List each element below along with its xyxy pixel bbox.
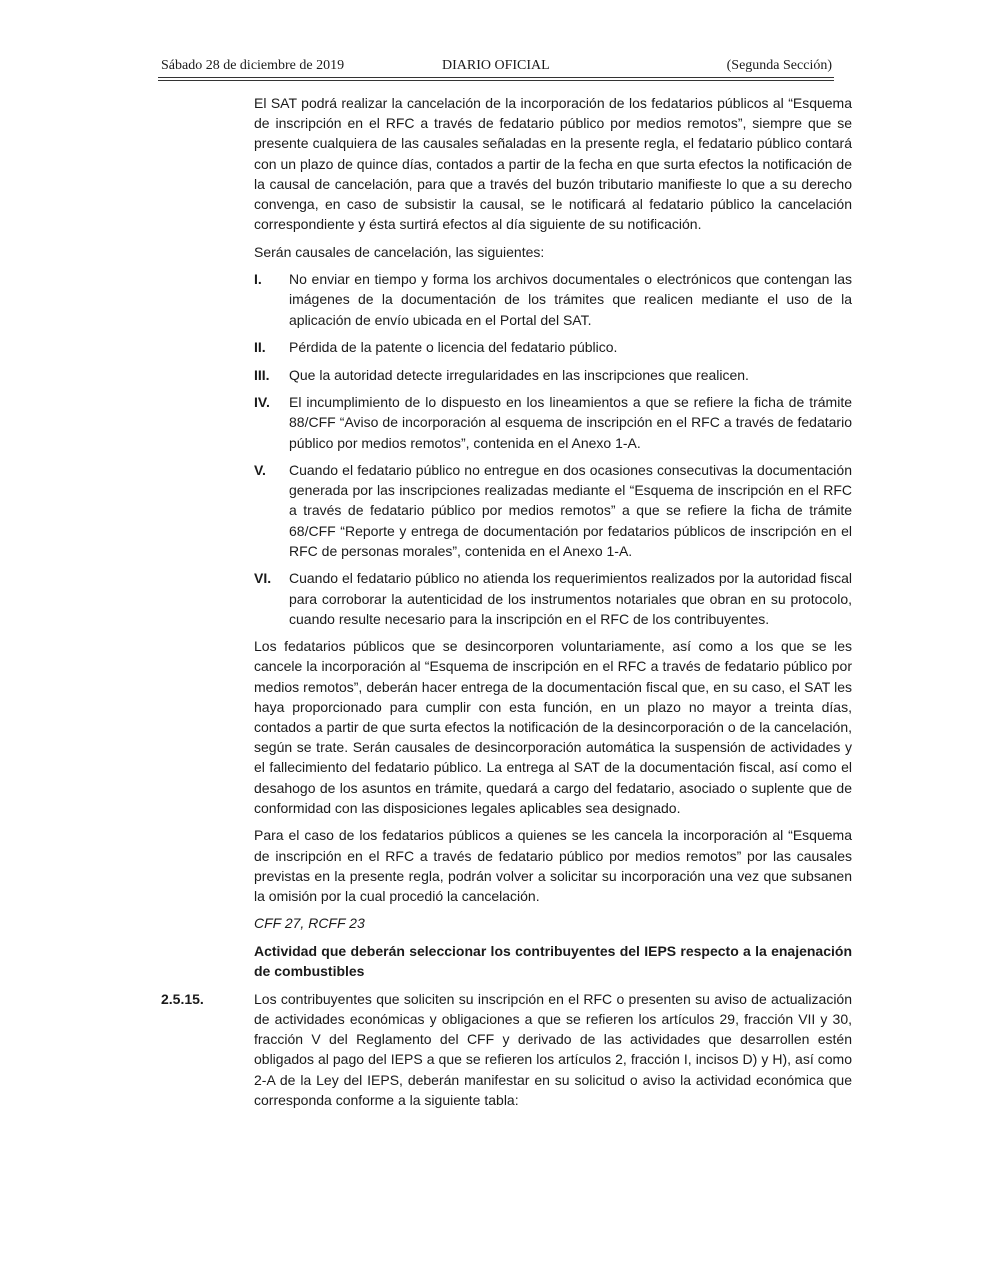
causal-number: VI. [254,570,272,587]
causal-number: IV. [254,394,270,411]
header-date: Sábado 28 de diciembre de 2019 [161,58,345,73]
causal-item [254,568,852,629]
rule-2-5-15 [161,989,852,1110]
causal-number: V. [254,462,266,479]
reincorporacion-paragraph: Para el caso de los fedatarios públicos a quienes se les cancela la incorporación al “Esquema de inscripción en el RFC a través de fedatario público por medios remotos” por las causales previstas en la presente regla, podrán volver a solicitar su incorporación una vez que subsanen la omisión por la cual procedió la cancelación. [254,827,852,904]
causal-text: No enviar en tiempo y forma los archivos documentales o electrónicos que contengan las imágenes de la documentación de los trámites que realicen mediante el uso de la aplicación de envío ubicada en el Portal del SAT. [289,271,852,328]
intro-paragraph: El SAT podrá realizar la cancelación de la incorporación de los fedatarios públicos al “Esquema de inscripción en el RFC a través de fedatario público por medios remotos”, siempre que se presente cualquiera de las causales señaladas en la presente regla, el fedatario público contará con un plazo de quince días, contados a partir de la fecha en que surta efectos la notificación de la causal de cancelación, para que a través del buzón tributario manifieste lo que a su derecho convenga, en caso de subsistir la causal, se le notificará al fedatario público la cancelación correspondiente y ésta surtirá efectos al día siguiente de su notificación. [254,95,852,233]
header-section: (Segunda Sección) [726,58,832,73]
causal-item [254,337,852,357]
causal-text: Pérdida de la patente o licencia del fedatario público. [289,339,618,356]
header-rule-top [158,77,834,78]
causales-intro: Serán causales de cancelación, las siguientes: [254,243,545,260]
causal-text: El incumplimiento de lo dispuesto en los lineamientos a que se refiere la ficha de trámite 88/CFF “Aviso de incorporación al esquema de inscripción en el RFC a través de fedatario público por medios remotos”, contenida en el Anexo 1-A. [289,394,852,451]
legal-citation: CFF 27, RCFF 23 [254,915,365,932]
causal-item [254,392,852,453]
rule-title: Actividad que deberán seleccionar los contribuyentes del IEPS respecto a la enajenación de combustibles [254,942,852,980]
causal-text: Que la autoridad detecte irregularidades en las inscripciones que realicen. [289,366,749,383]
header-publication: DIARIO OFICIAL [442,58,550,73]
causal-text: Cuando el fedatario público no entregue en dos ocasiones consecutivas la documentación generada por las inscripciones realizadas mediante el “Esquema de inscripción en el RFC a través de fedatario público por medios remotos” a que se refiere la ficha de trámite 68/CFF “Reporte y entrega de documentación por fedatarios públicos de inscripción en el RFC de personas morales”, contenida en el Anexo 1-A. [289,462,852,559]
causal-number: III. [254,366,270,383]
causal-number: II. [254,339,266,356]
page-header [161,58,832,76]
causal-item [254,269,852,330]
causal-text: Cuando el fedatario público no atienda los requerimientos realizados por la autoridad fiscal para corroborar la autenticidad de los instrumentos notariales que obran en su protocolo, cuando resulte necesario para la inscripción en el RFC de los contribuyentes. [289,570,852,627]
rule-number: 2.5.15. [161,990,204,1007]
causal-item [254,365,852,385]
desincorporacion-paragraph: Los fedatarios públicos que se desincorporen voluntariamente, así como a los que se les cancele la incorporación al “Esquema de inscripción en el RFC a través de fedatario público por medios remotos”, deberán hacer entrega de la documentación fiscal que, en su caso, el SAT les haya proporcionado para cumplir con esta función, en un plazo no mayor a treinta días, contados a partir de que surta efectos la notificación de la desincorporación o de la cancelación, según se trate. Serán causales de desincorporación automática la suspensión de actividades y el fallecimiento del fedatario público. La entrega al SAT de la documentación fiscal, así como el desahogo de los asuntos en trámite, quedará a cargo del fedatario, asociado o suplente que de conformidad con las disposiciones legales aplicables sea designado. [254,638,852,816]
document-body [161,93,852,1117]
rule-text: Los contribuyentes que soliciten su inscripción en el RFC o presenten su aviso de actualización de actividades económicas y obligaciones a que se refieren los artículos 29, fracción VII y 30, fracción V del Reglamento del CFF y derivado de las actividades que desarrollen estén obligados al pago del IEPS a que se refieren los artículos 2, fracción I, incisos D) y H), así como 2-A de la Ley del IEPS, deberán manifestar en su solicitud o aviso la actividad económica que corresponda conforme a la siguiente tabla: [254,990,852,1108]
causal-item [254,460,852,561]
header-rule-bottom [158,80,834,81]
causal-number: I. [254,271,262,288]
